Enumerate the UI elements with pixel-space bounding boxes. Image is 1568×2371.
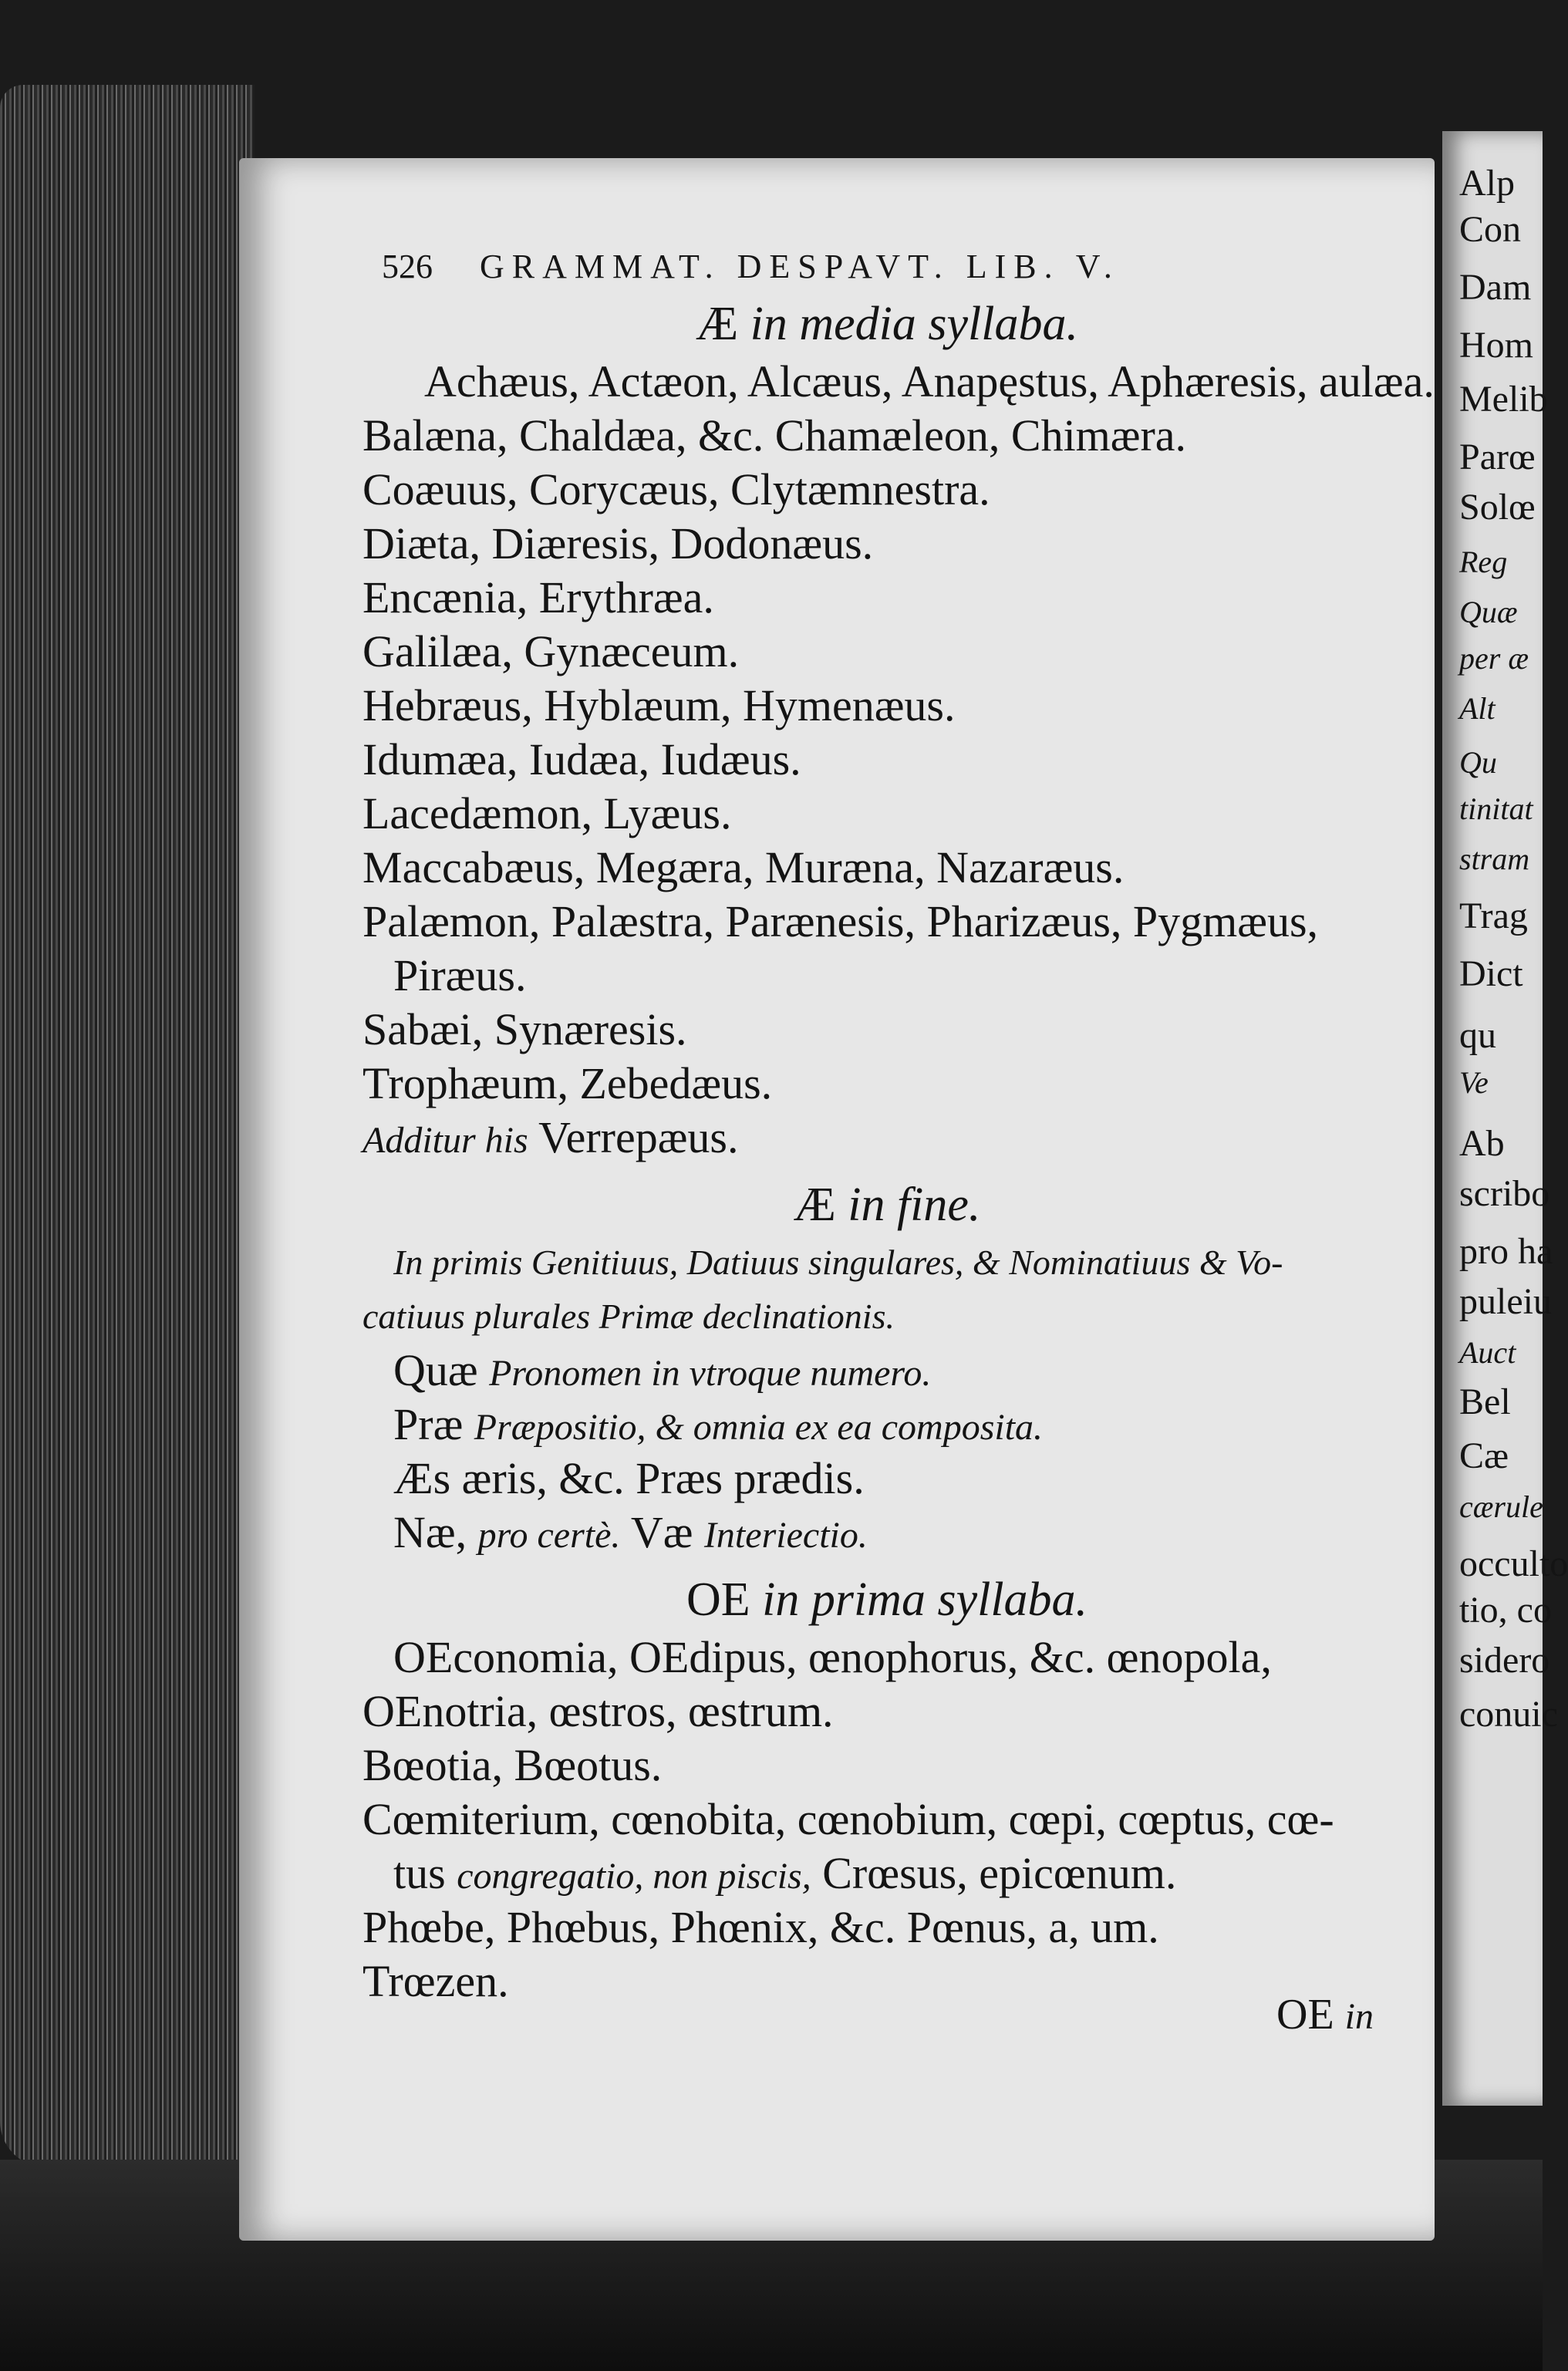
rule-line: In primis Genitiuus, Datiuus singulares, & Nominatiuus & Vo- — [393, 1243, 1283, 1282]
facing-page-fragment: tinitat — [1459, 791, 1533, 826]
text-line: Sabæi, Synæresis. — [362, 1004, 687, 1054]
text-line: Maccabæus, Megæra, Murænа, Nazaræus. — [362, 842, 1125, 892]
text-line: Trophæum, Zebedæus. — [362, 1058, 773, 1108]
text-line: OEnotria, œstros, œstrum. — [362, 1686, 834, 1736]
text-line: Æs æris, &c. Præs prædis. — [393, 1453, 865, 1503]
facing-page-fragment: Quæ — [1459, 595, 1518, 629]
facing-page-fragment: sidero — [1459, 1640, 1550, 1681]
addition-line: Additur his Verrepæus. — [362, 1112, 739, 1162]
facing-page-fragment: qu — [1459, 1015, 1496, 1056]
facing-page-fragment: Melib — [1459, 379, 1548, 420]
facing-page-fragment: Cæ — [1459, 1435, 1509, 1476]
facing-page-fragment: Alt — [1459, 691, 1496, 726]
facing-page-fragment: stram — [1459, 841, 1530, 876]
facing-page-fragment: Bel — [1459, 1381, 1511, 1422]
running-header — [382, 247, 1307, 286]
facing-page-fragment: Dam — [1459, 267, 1532, 308]
facing-page-fragment: Auct — [1459, 1335, 1516, 1370]
facing-page — [1442, 131, 1568, 2106]
section-heading-oe-prima: OE in prima syllaba. — [686, 1573, 1088, 1626]
catchword: OE in — [1276, 1991, 1374, 2039]
text-line: Trœzen. — [362, 1956, 509, 2006]
facing-page-fragment: Trag — [1459, 895, 1528, 936]
text-line: Achæus, Actæon, Alcæus, Anapęstus, Aphæresis, aulæa. — [424, 356, 1435, 406]
text-line: Næ, pro certè. Væ Interiectio. — [393, 1507, 868, 1557]
facing-page-fragment: Qu — [1459, 745, 1497, 780]
facing-page-fragment: Dict — [1459, 953, 1523, 994]
text-line: OEconomia, OEdipus, œnophorus, &c. œnopola, — [393, 1632, 1272, 1682]
text-line: Diæta, Diæresis, Dodonæus. — [362, 518, 874, 568]
text-line: Balæna, Chaldæa, &c. Chamæleon, Chimæra. — [362, 410, 1187, 460]
facing-page-fragment: Ab — [1459, 1123, 1505, 1164]
facing-page-fragment: puleiu — [1459, 1281, 1552, 1322]
facing-page-fragment: cærule — [1459, 1489, 1543, 1524]
facing-page-fragment: pro ha — [1459, 1231, 1553, 1272]
text-line: Idumæa, Iudæa, Iudæus. — [362, 734, 801, 784]
text-line: Lacedæmon, Lyæus. — [362, 788, 732, 838]
facing-page-fragment: Alp — [1459, 163, 1515, 204]
text-line: Cœmiterium, cœnobita, cœnobium, cœpi, cœptus, cœ- — [362, 1794, 1334, 1844]
running-title: GRAMMAT. DESPAVT. LIB. V. — [480, 248, 1120, 285]
facing-page-fragment: Ve — [1459, 1065, 1489, 1100]
text-line: Quæ Pronomen in vtroque numero. — [393, 1345, 932, 1395]
facing-page-fragment: Reg — [1459, 545, 1508, 579]
page-text — [362, 293, 1435, 2008]
facing-page-fragment: occulto — [1459, 1543, 1568, 1584]
text-line: Piræus. — [393, 950, 527, 1000]
facing-page-fragment: Hom — [1459, 325, 1533, 366]
text-line: Præ Præpositio, & omnia ex ea composita. — [393, 1399, 1044, 1449]
text-line: Coæuus, Corycæus, Clytæmnestra. — [362, 464, 990, 514]
text-line: Hebræus, Hyblæum, Hymenæus. — [362, 680, 956, 730]
facing-page-fragment: conuic — [1459, 1694, 1558, 1735]
facing-page-fragment: per æ — [1459, 641, 1529, 676]
text-line: Phœbe, Phœbus, Phœnix, &c. Pœnus, a, um. — [362, 1902, 1159, 1952]
book-page-edges — [0, 85, 255, 2167]
facing-page-fragment: Solœ — [1459, 487, 1536, 528]
section-heading-ae-media: Æ in media syllaba. — [696, 298, 1078, 350]
facing-page-fragment: tio, co — [1459, 1590, 1552, 1631]
text-line: Galilæa, Gynæceum. — [362, 626, 740, 676]
text-line: Bœotia, Bœotus. — [362, 1740, 663, 1790]
page-number: 526 — [382, 248, 433, 285]
section-heading-ae-fine: Æ in fine. — [793, 1179, 981, 1231]
text-line: Palæmon, Palæstra, Parænesis, Pharizæus, Pygmæus, — [362, 896, 1319, 946]
facing-page-fragment: Con — [1459, 209, 1522, 250]
rule-line: catiuus plurales Primæ declinationis. — [362, 1297, 895, 1336]
facing-page-fragment: scribo — [1459, 1173, 1550, 1214]
text-line: Encænia, Erythræa. — [362, 572, 714, 622]
text-line: tus congregatio, non piscis, Crœsus, epicœnum. — [393, 1848, 1177, 1898]
facing-page-fragment: Parœ — [1459, 437, 1536, 477]
